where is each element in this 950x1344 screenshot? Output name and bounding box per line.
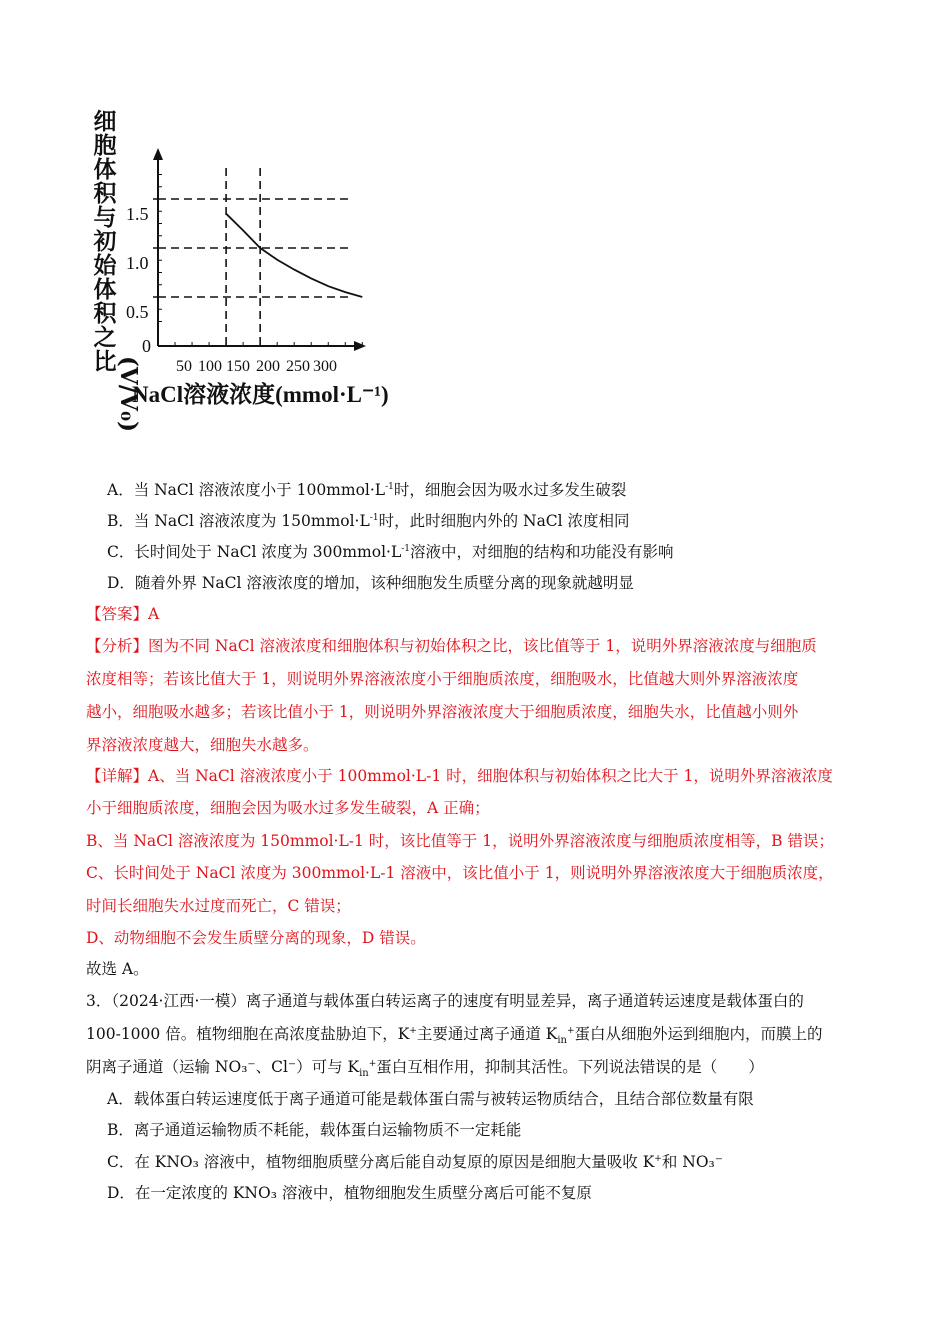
q2-conclusion: 故选 A。: [86, 960, 149, 978]
q2-answer: 【答案】A: [86, 605, 160, 623]
q3-stem-line-1: 3．（2024·江西·一模）离子通道与载体蛋白转运离子的速度有明显差异，离子通道转运速度是载体蛋白的: [86, 992, 804, 1010]
q3-stem-line-3: [86, 1057, 950, 1080]
q2-option-c-text: C．长时间处于 NaCl 浓度为 300mmol·L: [107, 543, 402, 561]
x-tick-150: 150: [226, 358, 250, 375]
volume-ratio-curve: [226, 214, 362, 297]
volume-ratio-figure: [86, 108, 416, 458]
q3-option-c-text-end: 和 NO₃⁻: [661, 1153, 723, 1171]
q2-detail-line-6: D、动物细胞不会发生质壁分离的现象，D 错误。: [86, 929, 426, 947]
y-tick-1-5: 1.5: [126, 204, 149, 224]
q3-option-c-text: C．在 KNO₃ 溶液中，植物细胞质壁分离后能自动复原的原因是细胞大量吸收 K: [107, 1153, 655, 1171]
x-axis-arrow: [354, 341, 366, 351]
q3-stem-line-3-b: 蛋白互相作用，抑制其活性。下列说法错误的是（ ）: [376, 1058, 764, 1076]
superscript: +: [368, 1059, 377, 1069]
x-tick-200: 200: [256, 358, 280, 375]
y-axis-label-main: 细胞体积与初始体积之比: [93, 108, 117, 375]
q2-detail-line-1: 【详解】A、当 NaCl 溶液浓度小于 100mmol·L-1 时，细胞体积与初始体积之比大于 1，说明外界溶液浓度: [86, 767, 833, 785]
q2-detail-line-2: 小于细胞质浓度，细胞会因为吸水过多发生破裂，A 正确；: [86, 799, 490, 817]
q3-stem-line-2-c: 蛋白从细胞外运到细胞内，而膜上的: [574, 1025, 823, 1043]
q2-detail-line-5: 时间长细胞失水过度而死亡，C 错误；: [86, 897, 351, 915]
q2-option-d: D．随着外界 NaCl 溶液浓度的增加，该种细胞发生质壁分离的现象就越明显: [107, 574, 634, 592]
y-tick-1-0: 1.0: [126, 253, 149, 273]
superscript: -1: [369, 513, 379, 523]
q2-option-b-text: B．当 NaCl 溶液浓度为 150mmol·L: [107, 512, 370, 530]
q3-option-b: B．离子通道运输物质不耗能，载体蛋白运输物质不一定耗能: [107, 1121, 522, 1139]
y-axis-arrow: [153, 148, 163, 160]
q2-analysis-line-3: 越小，细胞吸水越多；若该比值小于 1，则说明外界溶液浓度大于细胞质浓度，细胞失水，比值越小则外: [86, 703, 799, 721]
q3-option-a: A．载体蛋白转运速度低于离子通道可能是载体蛋白需与被转运物质结合，且结合部位数量有限: [107, 1090, 754, 1108]
q3-stem-line-2: [86, 1024, 950, 1047]
x-tick-100: 100: [198, 358, 222, 375]
superscript: +: [409, 1026, 417, 1036]
superscript: -1: [401, 544, 411, 554]
x-tick-50: 50: [176, 358, 192, 375]
superscript: +: [566, 1026, 575, 1036]
q2-option-c-text-end: 溶液中，对细胞的结构和功能没有影响: [410, 543, 674, 561]
q2-option-b-text-end: 时，此时细胞内外的 NaCl 浓度相同: [378, 512, 630, 530]
q3-option-d: D．在一定浓度的 KNO₃ 溶液中，植物细胞发生质壁分离后可能不复原: [107, 1184, 592, 1202]
subscript: in: [359, 1068, 369, 1080]
q2-analysis-line-4: 界溶液浓度越大，细胞失水越多。: [86, 736, 319, 754]
x-tick-300: 300: [313, 358, 337, 375]
x-axis-label: NaCl溶液浓度(mmol·L⁻¹): [132, 382, 389, 407]
q2-detail-line-4: C、长时间处于 NaCl 浓度为 300mmol·L-1 溶液中，该比值小于 1，则说明外界溶液浓度大于细胞质浓度，: [86, 864, 834, 882]
superscript: +: [654, 1154, 662, 1164]
y-axis-label-unit: (V/V₀): [114, 356, 142, 432]
q2-option-c: [107, 542, 950, 562]
q2-analysis-line-1: 【分析】图为不同 NaCl 溶液浓度和细胞体积与初始体积之比，该比值等于 1，说明外界溶液浓度与细胞质: [86, 637, 817, 655]
y-tick-0-5: 0.5: [126, 302, 149, 322]
q2-option-a-text: A．当 NaCl 溶液浓度小于 100mmol·L: [107, 481, 386, 499]
q2-option-a: [107, 480, 950, 500]
q3-stem-line-2-b: 主要通过离子通道 K: [416, 1025, 558, 1043]
x-tick-250: 250: [286, 358, 310, 375]
subscript: in: [557, 1035, 567, 1047]
y-tick-0: 0: [142, 336, 151, 356]
q2-option-a-text-end: 时，细胞会因为吸水过多发生破裂: [393, 481, 627, 499]
superscript: -1: [385, 482, 394, 492]
q3-stem-line-2-a: 100-1000 倍。植物细胞在高浓度盐胁迫下，K: [86, 1025, 410, 1043]
q2-analysis-line-2: 浓度相等；若该比值大于 1，则说明外界溶液浓度小于细胞质浓度，细胞吸水，比值越大则外界溶液浓度: [86, 670, 799, 688]
q2-detail-line-3: B、当 NaCl 溶液浓度为 150mmol·L-1 时，该比值等于 1，说明外界溶液浓度与细胞质浓度相等，B 错误；: [86, 832, 834, 850]
q3-stem-line-3-a: 阴离子通道（运输 NO₃⁻、Cl⁻）可与 K: [86, 1058, 360, 1076]
q2-option-b: [107, 511, 950, 531]
q3-option-c: [107, 1152, 950, 1172]
